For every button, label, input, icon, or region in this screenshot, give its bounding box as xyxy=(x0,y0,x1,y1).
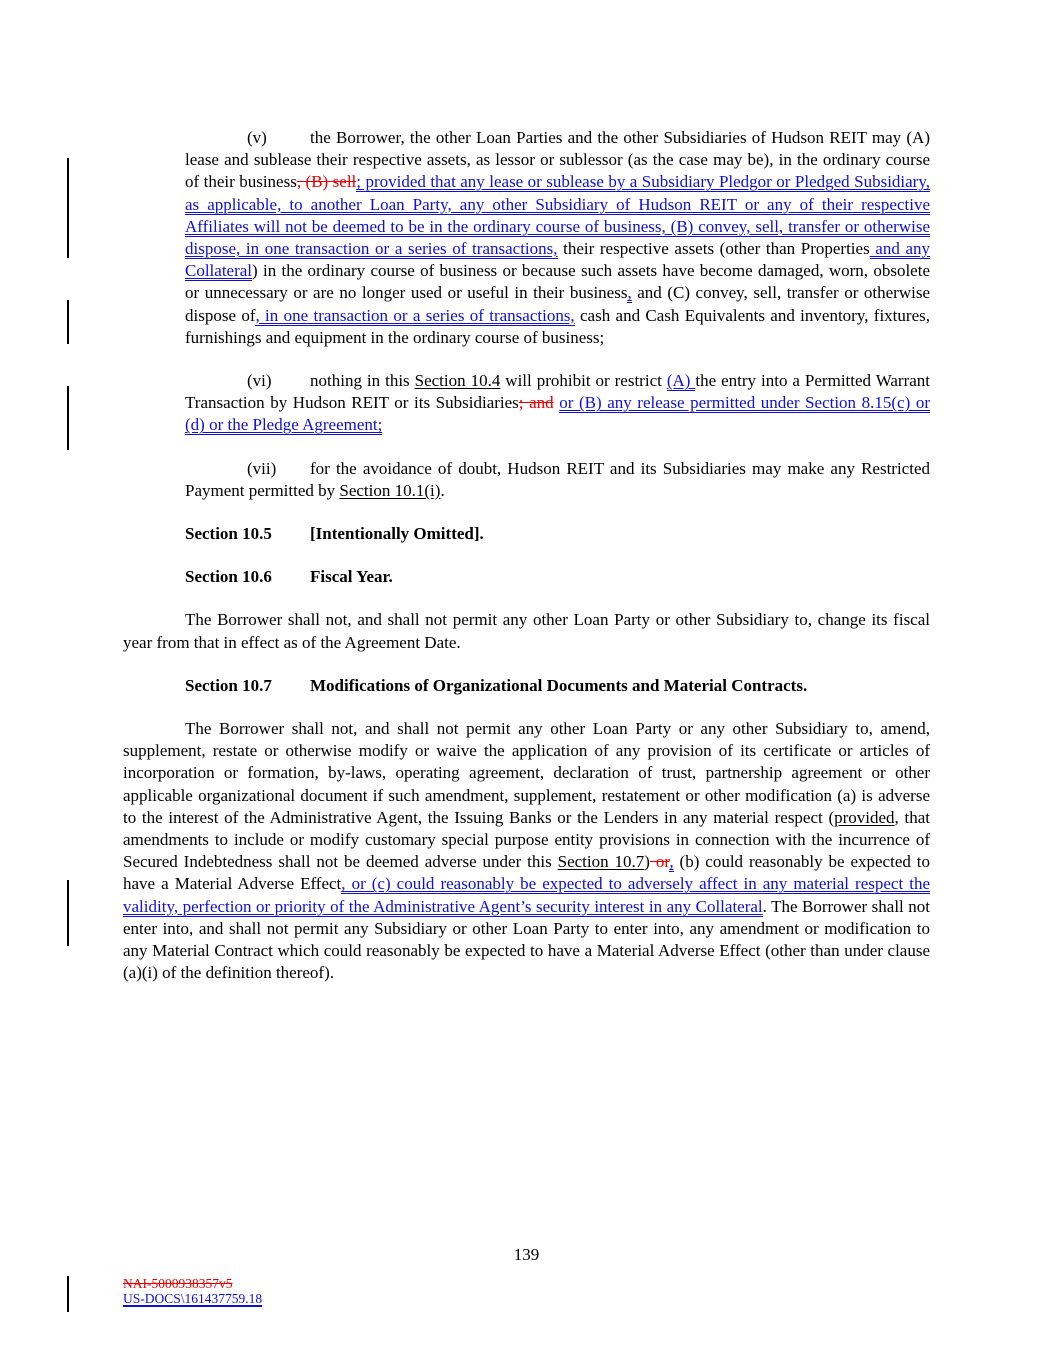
change-bar xyxy=(67,158,69,258)
text-run: . The Borrower shall not enter into, and shall not permit any Subsidiary or other Loan Party to enter into, any amendment or modification to any Material Contract which could reasonably be expected to have a Material Adverse Effect (other than under clause (a)(i) of the definition thereof). xyxy=(123,896,930,983)
inserted-text: or (B) any release permitted under Section 8.15(c) or (d) or the Pledge Agreement; xyxy=(185,393,930,435)
section-reference: Section 10.4 xyxy=(414,371,501,391)
text-run: ) xyxy=(644,852,650,872)
text-run: the Borrower, the other Loan Parties and the other Subsidiaries of Hudson REIT may (A) lease and sublease their respective assets, as lessor or sublessor (as the case may be), in the ordinary course of their business xyxy=(185,128,930,192)
text-run: . xyxy=(440,480,445,500)
section-reference: Section 10.1(i) xyxy=(339,480,441,500)
section-number: Section 10.7 xyxy=(185,675,272,695)
change-bar xyxy=(67,880,69,946)
change-bar xyxy=(67,386,69,450)
page-number: 139 xyxy=(513,1245,540,1264)
doc-id-line xyxy=(123,1276,262,1291)
inserted-text: , in one transaction or a series of transactions, xyxy=(255,305,575,325)
inserted-text: , xyxy=(669,852,674,872)
text-run: , that amendments to include or modify customary special purpose entity provisions in connection with the incurrence of Secured Indebtedness shall not be deemed adverse under this xyxy=(123,807,930,872)
text-run: nothing in this xyxy=(310,371,415,391)
text-run: for the avoidance of doubt, Hudson REIT and its Subsidiaries may make any Restricted Payment permitted by xyxy=(185,458,930,500)
clause-label: (vii) xyxy=(247,458,277,478)
inserted-text: ; provided that any lease or sublease by a Subsidiary Pledgor or Pledged Subsidiary, as applicable, to another Loan Party, any other Subsidiary of Hudson REIT or any of their respective Affiliates will not be deemed to be in the ordinary course of business, (B) convey, sell, transfer or otherwise dispose, in one transaction or a series of transactions, xyxy=(185,172,930,259)
clause-label: (vi) xyxy=(247,371,272,391)
text-run: (b) could reasonably be expected to have a Material Adverse Effect xyxy=(123,852,931,894)
doc-id-line xyxy=(123,1291,262,1306)
document-content xyxy=(123,127,930,1006)
heading-text: Modifications of Organizational Documents and Material Contracts. xyxy=(310,675,808,695)
clause-v-paragraph xyxy=(185,127,930,349)
modifications-paragraph xyxy=(123,718,930,984)
section-number: Section 10.6 xyxy=(185,567,272,587)
heading-text: Fiscal Year. xyxy=(310,567,393,587)
inserted-text: (A) xyxy=(666,371,696,391)
text-run: their respective assets (other than Properties xyxy=(557,239,870,259)
section-reference: Section 10.7 xyxy=(557,852,645,872)
clause-label: (v) xyxy=(247,128,267,147)
section-10-6-heading xyxy=(185,566,930,588)
clause-vi-paragraph xyxy=(185,370,930,437)
text-run: the entry into a Permitted Warrant Transaction by Hudson REIT or its Subsidiaries xyxy=(185,371,931,413)
clause-vii-paragraph xyxy=(185,458,930,502)
text-run: ) in the ordinary course of business or because such assets have become damaged, worn, obsolete or unnecessary or are no longer used or useful in their business xyxy=(185,261,930,303)
change-bar xyxy=(67,300,69,344)
inserted-text: , or (c) could reasonably be expected to adversely affect in any material respect the validity, perfection or priority of the Administrative Agent’s security interest in any Collateral xyxy=(123,874,930,916)
text-run: will prohibit or restrict xyxy=(500,371,667,391)
text-run: The Borrower shall not, and shall not permit any other Loan Party or other Subsidiary to, change its fiscal year from that in effect as of the Agreement Date. xyxy=(123,610,930,652)
fiscal-year-paragraph xyxy=(123,609,930,653)
section-number: Section 10.5 xyxy=(185,524,272,544)
change-bar xyxy=(67,1276,69,1312)
text-run: and (C) convey, sell, transfer or otherwise dispose of xyxy=(185,283,930,325)
heading-text: [Intentionally Omitted]. xyxy=(310,524,484,544)
section-10-7-heading xyxy=(185,675,930,697)
document-id-block xyxy=(123,1276,262,1306)
text-run: The Borrower shall not, and shall not permit any other Loan Party or any other Subsidiary to, amend, supplement, restate or otherwise modify or waive the application of any provision of its certificate or articles of incorporation or formation, by-laws, operating agreement, declaration of trust, partnership agreement or other applicable organizational document if such amendment, supplement, restatement or other modification (a) is adverse to the interest of the Administrative Agent, the Issuing Banks or the Lenders in any material respect ( xyxy=(123,719,930,827)
section-reference: provided xyxy=(834,807,895,827)
deleted-text: or xyxy=(649,852,670,872)
section-10-5-heading xyxy=(185,523,930,545)
inserted-text: US-DOCS\161437759.18 xyxy=(123,1291,263,1306)
deleted-text: ; and xyxy=(518,393,554,413)
deleted-text: , (B) sell xyxy=(296,172,357,192)
inserted-text: and any Collateral xyxy=(185,239,930,281)
text-run: cash and Cash Equivalents and inventory, fixtures, furnishings and equipment in the ordinary course of business; xyxy=(185,305,930,347)
inserted-text: , xyxy=(627,283,632,303)
deleted-text: NAI-5000938357v5 xyxy=(123,1276,233,1291)
